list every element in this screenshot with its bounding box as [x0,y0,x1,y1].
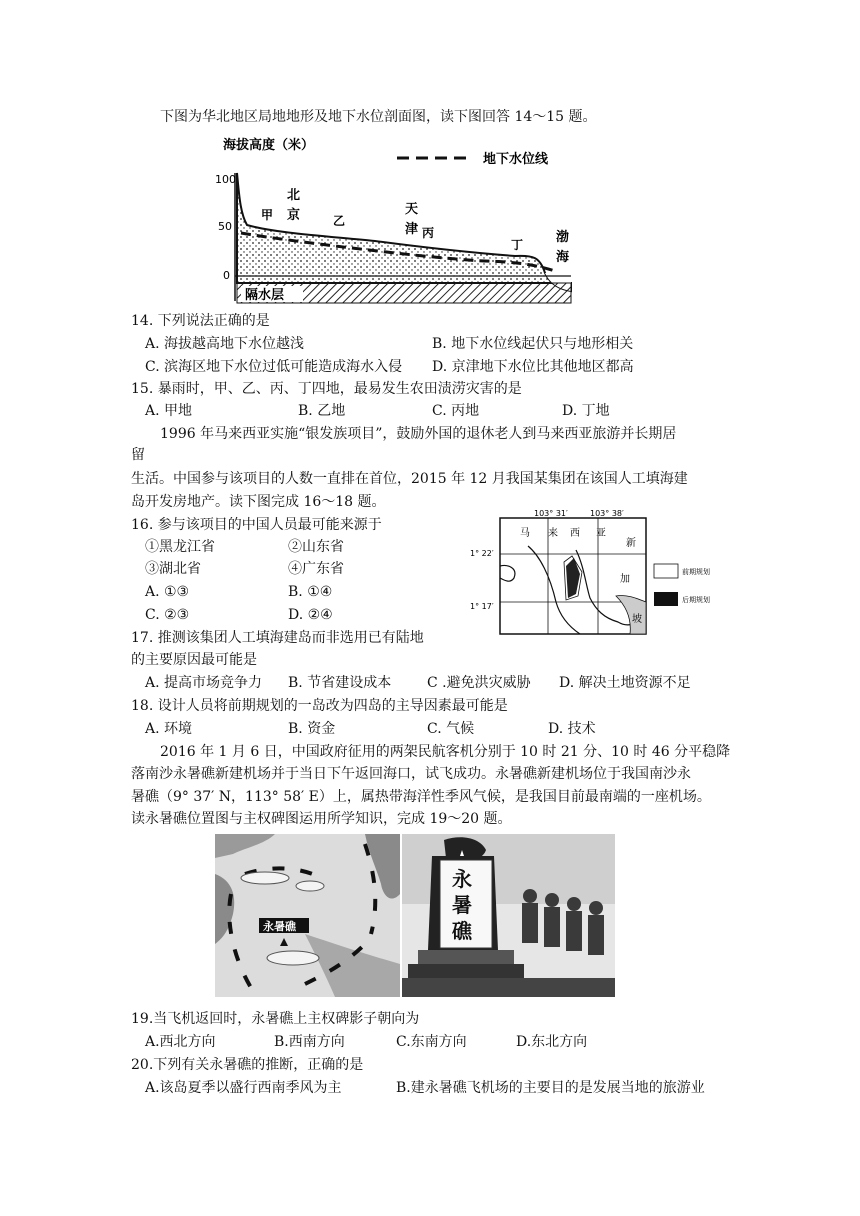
intro-16-18-line4: 岛开发房地产。读下图完成 16～18 题。 [131,494,386,510]
label-jia: 甲 [261,208,274,222]
label-bing: 丙 [422,226,435,240]
label-beijing-2: 京 [287,208,301,223]
map-lai: 来 [548,528,558,539]
intro-16-18-line2: 留 [131,447,145,463]
q18-option-a: A. 环境 [145,721,193,737]
q20-option-b: B.建永暑礁飞机场的主要目的是发展当地的旅游业 [396,1080,705,1096]
legend-later-swatch [654,592,678,606]
q16-choice-1: ①黑龙江省 [145,539,215,555]
map-ma: 马 [520,528,530,539]
q20-option-a: A.该岛夏季以盛行西南季风为主 [145,1080,342,1096]
tick-50: 50 [218,220,232,233]
intro-16-18-line3: 生活。中国参与该项目的人数一直排在首位，2015 年 12 月我国某集团在该国人工填海建 [131,471,688,487]
map-lon-1: 103° 31′ [534,509,568,518]
y-axis-title: 海拔高度（米） [223,138,315,153]
q19-option-b: B.西南方向 [274,1034,345,1050]
q18-option-c: C. 气候 [427,721,475,737]
intro-14-15: 下图为华北地区局地地形及地下水位剖面图，读下图回答 14～15 题。 [160,109,597,125]
label-tianjin-2: 津 [405,222,419,237]
q17-stem-2: 的主要原因最可能是 [131,652,257,668]
yongshu-map-label: 永暑礁 [263,920,296,933]
map-po: 坡 [632,614,642,625]
q18-option-d: D. 技术 [548,721,596,737]
map-jia: 加 [620,574,630,585]
label-yi: 乙 [333,214,346,228]
q15-option-d: D. 丁地 [562,403,610,419]
map-lon-2: 103° 38′ [590,509,624,518]
q14-option-c: C. 滨海区地下水位过低可能造成海水入侵 [145,359,403,375]
q14-option-d: D. 京津地下水位比其他地区都高 [432,359,634,375]
intro-16-18-line1: 1996 年马来西亚实施“银发族项目”，鼓励外国的退休老人到马来西亚旅游并长期居 [160,426,677,442]
q16-option-c: C. ②③ [145,607,190,623]
q15-option-c: C. 丙地 [432,403,480,419]
label-beijing-1: 北 [287,188,301,203]
map-xi: 西 [570,528,580,539]
map-lat-2: 1° 17′ [470,602,494,611]
q19-option-d: D.东北方向 [516,1034,588,1050]
q17-option-d: D. 解决土地资源不足 [559,675,691,691]
sovereignty-stele-photo [402,834,615,997]
q16-option-a: A. ①③ [145,584,190,600]
q16-option-d: D. ②④ [288,607,333,623]
q17-option-c: C .避免洪灾威胁 [427,675,531,691]
groundwater-profile-figure [215,133,575,308]
label-bohai-1: 渤 [556,230,570,245]
map-xin: 新 [626,538,636,549]
q16-stem: 16. 参与该项目的中国人员最可能来源于 [131,517,382,533]
legend-early-label: 前期规划 [682,568,710,576]
map-ya: 亚 [596,528,606,539]
intro-19-20-line2: 落南沙永暑礁新建机场并于当日下午返回海口，试飞成功。永暑礁新建机场位于我国南沙永 [131,766,691,782]
q17-stem-1: 17. 推测该集团人工填海建岛而非选用已有陆地 [131,630,424,646]
legend-early-swatch [654,564,678,578]
label-tianjin-1: 天 [405,202,419,217]
q16-option-b: B. ①④ [288,584,333,600]
stele-char-1: 永 [452,867,472,891]
map-lat-1: 1° 22′ [470,549,494,558]
label-ding: 丁 [511,238,524,252]
q14-option-a: A. 海拔越高地下水位越浅 [145,336,305,352]
intro-19-20-line3: 暑礁（9° 37′ N，113° 58′ E）上，属热带海洋性季风气候，是我国目前最南端的一座机场。 [131,789,711,805]
q15-option-a: A. 甲地 [145,403,193,419]
q19-option-c: C.东南方向 [396,1034,467,1050]
yongshu-reef-location-map [215,834,400,997]
tick-100: 100 [215,173,236,186]
q18-stem: 18. 设计人员将前期规划的一岛改为四岛的主导因素最可能是 [131,698,508,714]
intro-19-20-line1: 2016 年 1 月 6 日，中国政府征用的两架民航客机分别于 10 时 21 分、10 时 46 分平稳降 [160,744,731,760]
q17-option-b: B. 节省建设成本 [288,675,392,691]
q16-choice-3: ③湖北省 [145,561,201,577]
q14-stem: 14. 下列说法正确的是 [131,313,270,329]
q16-choice-2: ②山东省 [288,539,344,555]
label-bohai-2: 海 [556,250,570,265]
legend-label: 地下水位线 [483,152,549,167]
q14-option-b: B. 地下水位线起伏只与地形相关 [432,336,634,352]
aquitard-label: 隔水层 [245,288,285,303]
q18-option-b: B. 资金 [288,721,336,737]
legend-later-label: 后期规划 [682,596,710,604]
q19-option-a: A.西北方向 [145,1034,216,1050]
tick-0: 0 [223,269,230,282]
stele-char-3: 礁 [452,919,472,943]
q15-stem: 15. 暴雨时，甲、乙、丙、丁四地，最易发生农田渍涝灾害的是 [131,381,522,397]
q16-choice-4: ④广东省 [288,561,344,577]
stele-char-2: 暑 [452,893,472,917]
intro-19-20-line4: 读永暑礁位置图与主权碑图运用所学知识，完成 19～20 题。 [131,811,512,827]
q17-option-a: A. 提高市场竞争力 [145,675,263,691]
singapore-reclamation-map [468,506,728,656]
q15-option-b: B. 乙地 [298,403,346,419]
q20-stem: 20.下列有关永暑礁的推断，正确的是 [131,1057,364,1073]
q19-stem: 19.当飞机返回时，永暑礁上主权碑影子朝向为 [131,1011,420,1027]
